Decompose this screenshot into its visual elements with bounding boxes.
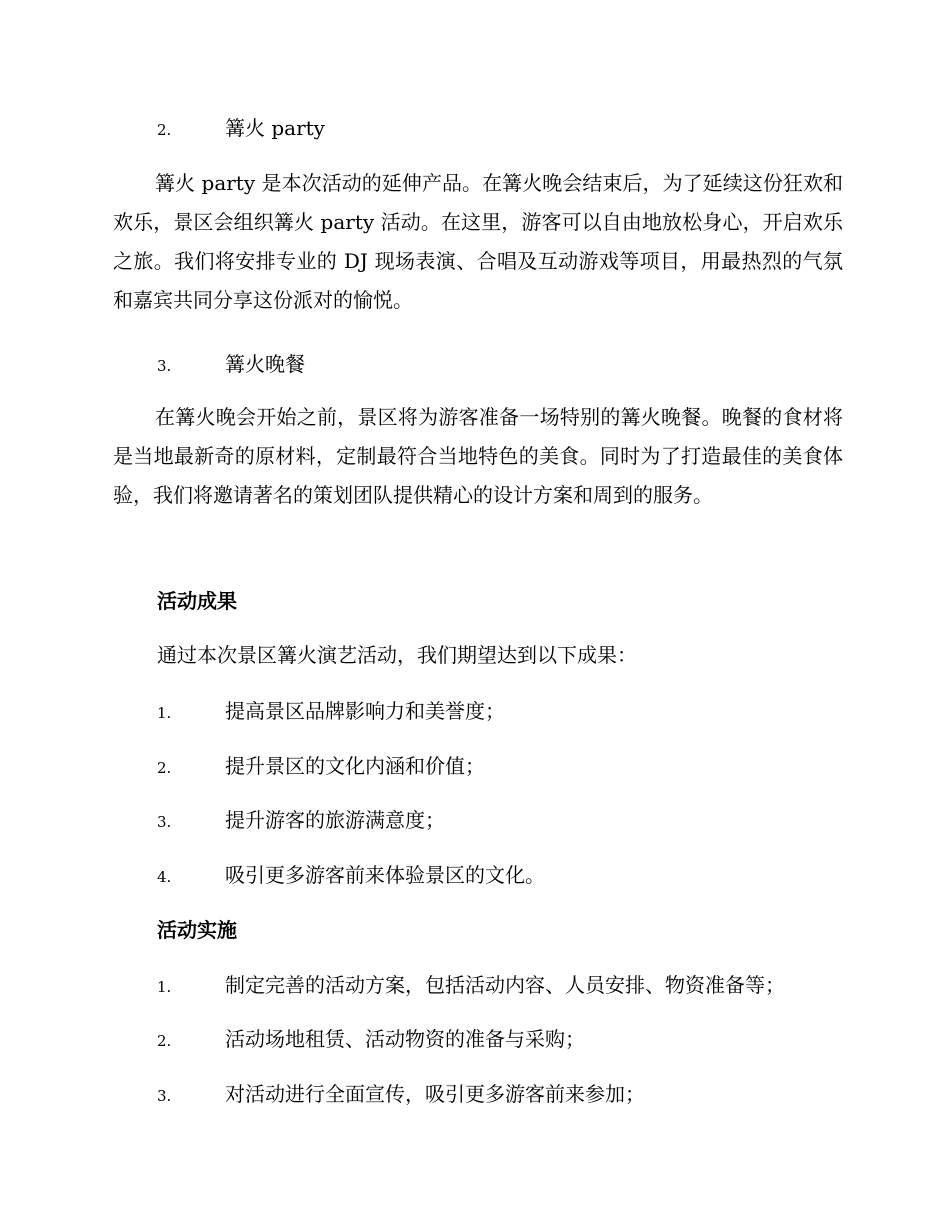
list-item-text: 对活动进行全面宣传，吸引更多游客前来参加； — [225, 1082, 645, 1106]
list-item-text: 篝火晚餐 — [225, 352, 305, 376]
results-list-item — [157, 861, 857, 891]
implementation-list-item — [157, 1025, 857, 1055]
list-number: 2. — [157, 759, 172, 777]
list-item-text: 提高景区品牌影响力和美誉度； — [225, 699, 505, 723]
list-number: 1. — [157, 978, 172, 996]
paragraph-party: 篝火 party 是本次活动的延伸产品。在篝火晚会结束后，为了延续这份狂欢和欢乐，景区会组织篝火 party 活动。在这里，游客可以自由地放松身心，开启欢乐之旅。我们将安排专业的 DJ 现场表演、合唱及互动游戏等项目，用最热烈的气氛和嘉宾共同分享这份派对的愉悦。 — [113, 171, 843, 312]
list-item-text: 活动场地租赁、活动物资的准备与采购； — [225, 1027, 585, 1051]
list-item-text: 提升景区的文化内涵和价值； — [225, 754, 485, 778]
list-item-dinner-title — [157, 350, 857, 380]
results-list-item — [157, 697, 857, 727]
implementation-list-item — [157, 1080, 857, 1110]
list-number: 4. — [157, 868, 172, 886]
list-item-text: 篝火 party — [225, 116, 325, 140]
list-number: 2. — [157, 121, 172, 139]
list-number: 3. — [157, 813, 172, 831]
list-item-text: 制定完善的活动方案，包括活动内容、人员安排、物资准备等； — [225, 973, 785, 997]
results-intro: 通过本次景区篝火演艺活动，我们期望达到以下成果： — [157, 643, 637, 667]
heading-implementation: 活动实施 — [157, 918, 237, 942]
list-item-text: 提升游客的旅游满意度； — [225, 808, 445, 832]
heading-results: 活动成果 — [157, 589, 237, 613]
list-number: 1. — [157, 704, 172, 722]
list-item-text: 吸引更多游客前来体验景区的文化。 — [225, 863, 545, 887]
results-list-item — [157, 752, 857, 782]
implementation-list-item — [157, 971, 857, 1001]
list-item-party-title — [157, 114, 857, 144]
list-number: 3. — [157, 357, 172, 375]
paragraph-dinner: 在篝火晚会开始之前，景区将为游客准备一场特别的篝火晚餐。晚餐的食材将是当地最新奇的原材料，定制最符合当地特色的美食。同时为了打造最佳的美食体验，我们将邀请著名的策划团队提供精心的设计方案和周到的服务。 — [113, 405, 843, 507]
list-number: 3. — [157, 1087, 172, 1105]
list-number: 2. — [157, 1032, 172, 1050]
results-list-item — [157, 806, 857, 836]
